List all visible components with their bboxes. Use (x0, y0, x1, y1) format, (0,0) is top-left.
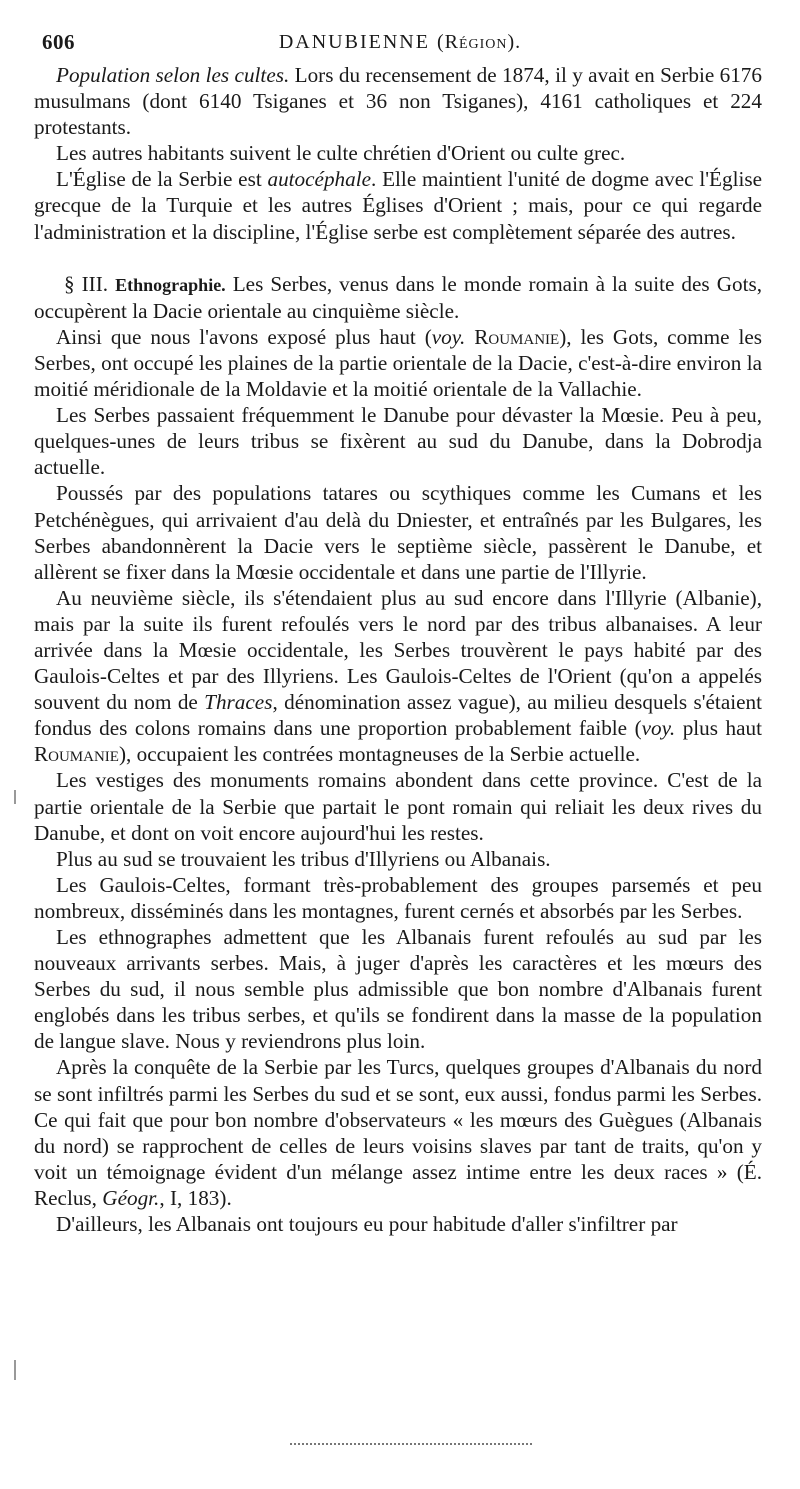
lead-italic: Population selon les cultes. (56, 63, 290, 87)
paragraph: Au neuvième siècle, ils s'étendaient plus au sud encore dans l'Illyrie (Albanie), mais par la suite ils furent refoulés vers le nord par des tribus albanaises. A leur arrivée dans la Mœsie occidentale, les Serbes trouvèrent le pays habité par des Gaulois-Celtes et par des Illyriens. Les Gaulois-Celtes de l'Orient (qu'on a appelés souvent du nom de Thraces, dénomination assez vague), au milieu desquels s'étaient fondus des colons romains dans une proportion probablement faible (voy. plus haut Roumanie), occupaient les contrées montagneuses de la Serbie actuelle. (34, 585, 762, 767)
paragraph: Les ethnographes admettent que les Albanais furent refoulés au sud par les nouveaux arrivants serbes. Mais, à juger d'après les caractères et les mœurs des Serbes du sud, il nous semble plus admissible que bon nombre d'Albanais furent englobés dans les tribus serbes, et qu'ils se fondirent dans la masse de la population de langue slave. Nous y reviendrons plus loin. (34, 925, 762, 1054)
running-title-sub: (Région). (436, 31, 522, 53)
footer-rule (290, 1443, 532, 1445)
paragraph: L'Église de la Serbie est autocéphale. Elle maintient l'unité de dogme avec l'Église grecque de la Turquie et les autres Églises d'Orient ; mais, pour ce qui regarde l'administration et la discipline, l'Église serbe est complètement séparée des autres. (34, 167, 763, 244)
paragraph: Plus au sud se trouvaient les tribus d'Illyriens ou Albanais. (56, 846, 551, 871)
paragraph-population: Population selon les cultes. Lors du recensement de 1874, il y avait en Serbie 6176 musulmans (dont 6140 Tsiganes et 36 non Tsiganes), 4161 catholiques et 224 protestants. (34, 63, 762, 140)
section-ethnographie: § III. Ethnographie. Les Serbes, venus dans le monde romain à la suite des Gots, occupèrent la Dacie orientale au cinquième siècle. (34, 271, 763, 323)
section-mark: § III. (64, 271, 109, 296)
paragraph: Ainsi que nous l'avons exposé plus haut (voy. Roumanie), les Gots, comme les Serbes, ont occupé les plaines de la partie orientale de la Dacie, c'est-à-dire environ la moitié méridionale de la Moldavie et la moitié orientale de la Vallachie. (34, 324, 762, 402)
paragraph: Les Serbes passaient fréquemment le Danube pour dévaster la Mœsie. Peu à peu, quelques-unes de leurs tribus se fixèrent au sud du Danube, dans la Dobrodja actuelle. (34, 403, 762, 480)
paragraph: Poussés par des populations tatares ou scythiques comme les Cumans et les Petchénègues, qui arrivaient d'au delà du Dniester, et entraînés par les Bulgares, les Serbes abandonnèrent la Dacie vers le septième siècle, passèrent le Danube, et allèrent se fixer dans la Mœsie occidentale et dans une partie de l'Illyrie. (34, 481, 762, 584)
paragraph: Après la conquête de la Serbie par les Turcs, quelques groupes d'Albanais du nord se sont infiltrés parmi les Serbes du sud et se sont, eux aussi, fondus parmi les Serbes. Ce qui fait que pour bon nombre d'observateurs « les mœurs des Guègues (Albanais du nord) se rapprochent de celles de leurs voisins slaves par tant de traits, qu'on y voit un témoignage évident d'un mélange assez intime entre les deux races » (É. Reclus, Géogr., I, 183). (34, 1055, 762, 1210)
paragraph: Les vestiges des monuments romains abondent dans cette province. C'est de la partie orientale de la Serbie que partait le pont romain qui reliait les deux rives du Danube, et dont on voit encore aujourd'hui les restes. (34, 768, 762, 845)
page-header (42, 30, 758, 56)
margin-mark (14, 790, 16, 804)
paragraph: Les autres habitants suivent le culte chrétien d'Orient ou culte grec. (56, 141, 626, 166)
section-title: Ethnographie. (115, 274, 226, 295)
body-text (34, 62, 762, 1237)
page-number: 606 (42, 30, 75, 54)
paragraph: Les Gaulois-Celtes, formant très-probablement des groupes parsemés et peu nombreux, disséminés dans les montagnes, furent cernés et absorbés par les Serbes. (34, 872, 762, 923)
running-title-main: DANUBIENNE (278, 31, 430, 53)
running-title (42, 31, 758, 54)
paragraph: D'ailleurs, les Albanais ont toujours eu pour habitude d'aller s'infiltrer par (56, 1212, 678, 1237)
margin-mark (14, 1360, 16, 1380)
